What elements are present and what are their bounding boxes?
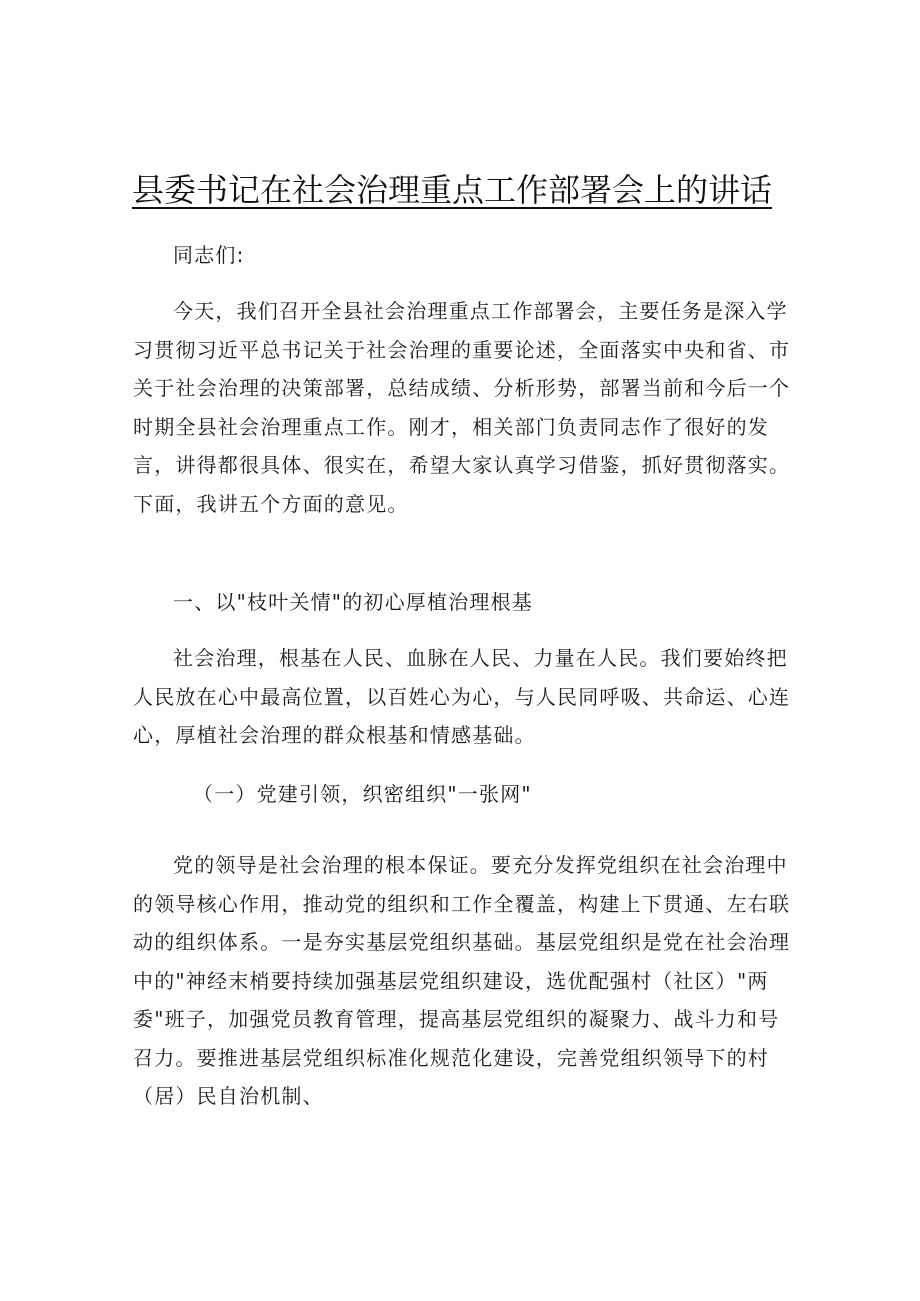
document-title: 县委书记在社会治理重点工作部署会上的讲话 — [132, 171, 773, 209]
paragraph-section-1: 社会治理，根基在人民、血脉在人民、力量在人民。我们要始终把人民放在心中最高位置，以百姓心为心，与人民同呼吸、共命运、心连心，厚植社会治理的群众根基和情感基础。 — [133, 646, 791, 747]
greeting: 同志们: — [173, 243, 245, 267]
paragraph-subsection-1: 党的领导是社会治理的根本保证。要充分发挥党组织在社会治理中的领导核心作用，推动党的组织和工作全覆盖，构建上下贯通、左右联动的组织体系。一是夯实基层党组织基础。基层党组织是党在社会治理中的"神经末梢要持续加强基层党组织建设，选优配强村（社区）"两委"班子，加强党员教育管理，提高基层党组织的凝聚力、战斗力和号召力。要推进基层党组织标准化规范化建设，完善党组织领导下的村（居）民自治机制、 — [133, 853, 791, 1108]
paragraph-intro: 今天，我们召开全县社会治理重点工作部署会，主要任务是深入学习贯彻习近平总书记关于社会治理的重要论述，全面落实中央和省、市关于社会治理的决策部署，总结成绩、分析形势，部署当前和今后一个时期全县社会治理重点工作。刚才，相关部门负责同志作了很好的发言，讲得都很具体、很实在，希望大家认真学习借鉴，抓好贯彻落实。下面，我讲五个方面的意见。 — [133, 299, 791, 516]
section-heading-1: 一、以"枝叶关情"的初心厚植治理根基 — [173, 590, 533, 614]
subsection-heading-1: （一）党建引领，织密组织"一张网" — [193, 782, 532, 806]
